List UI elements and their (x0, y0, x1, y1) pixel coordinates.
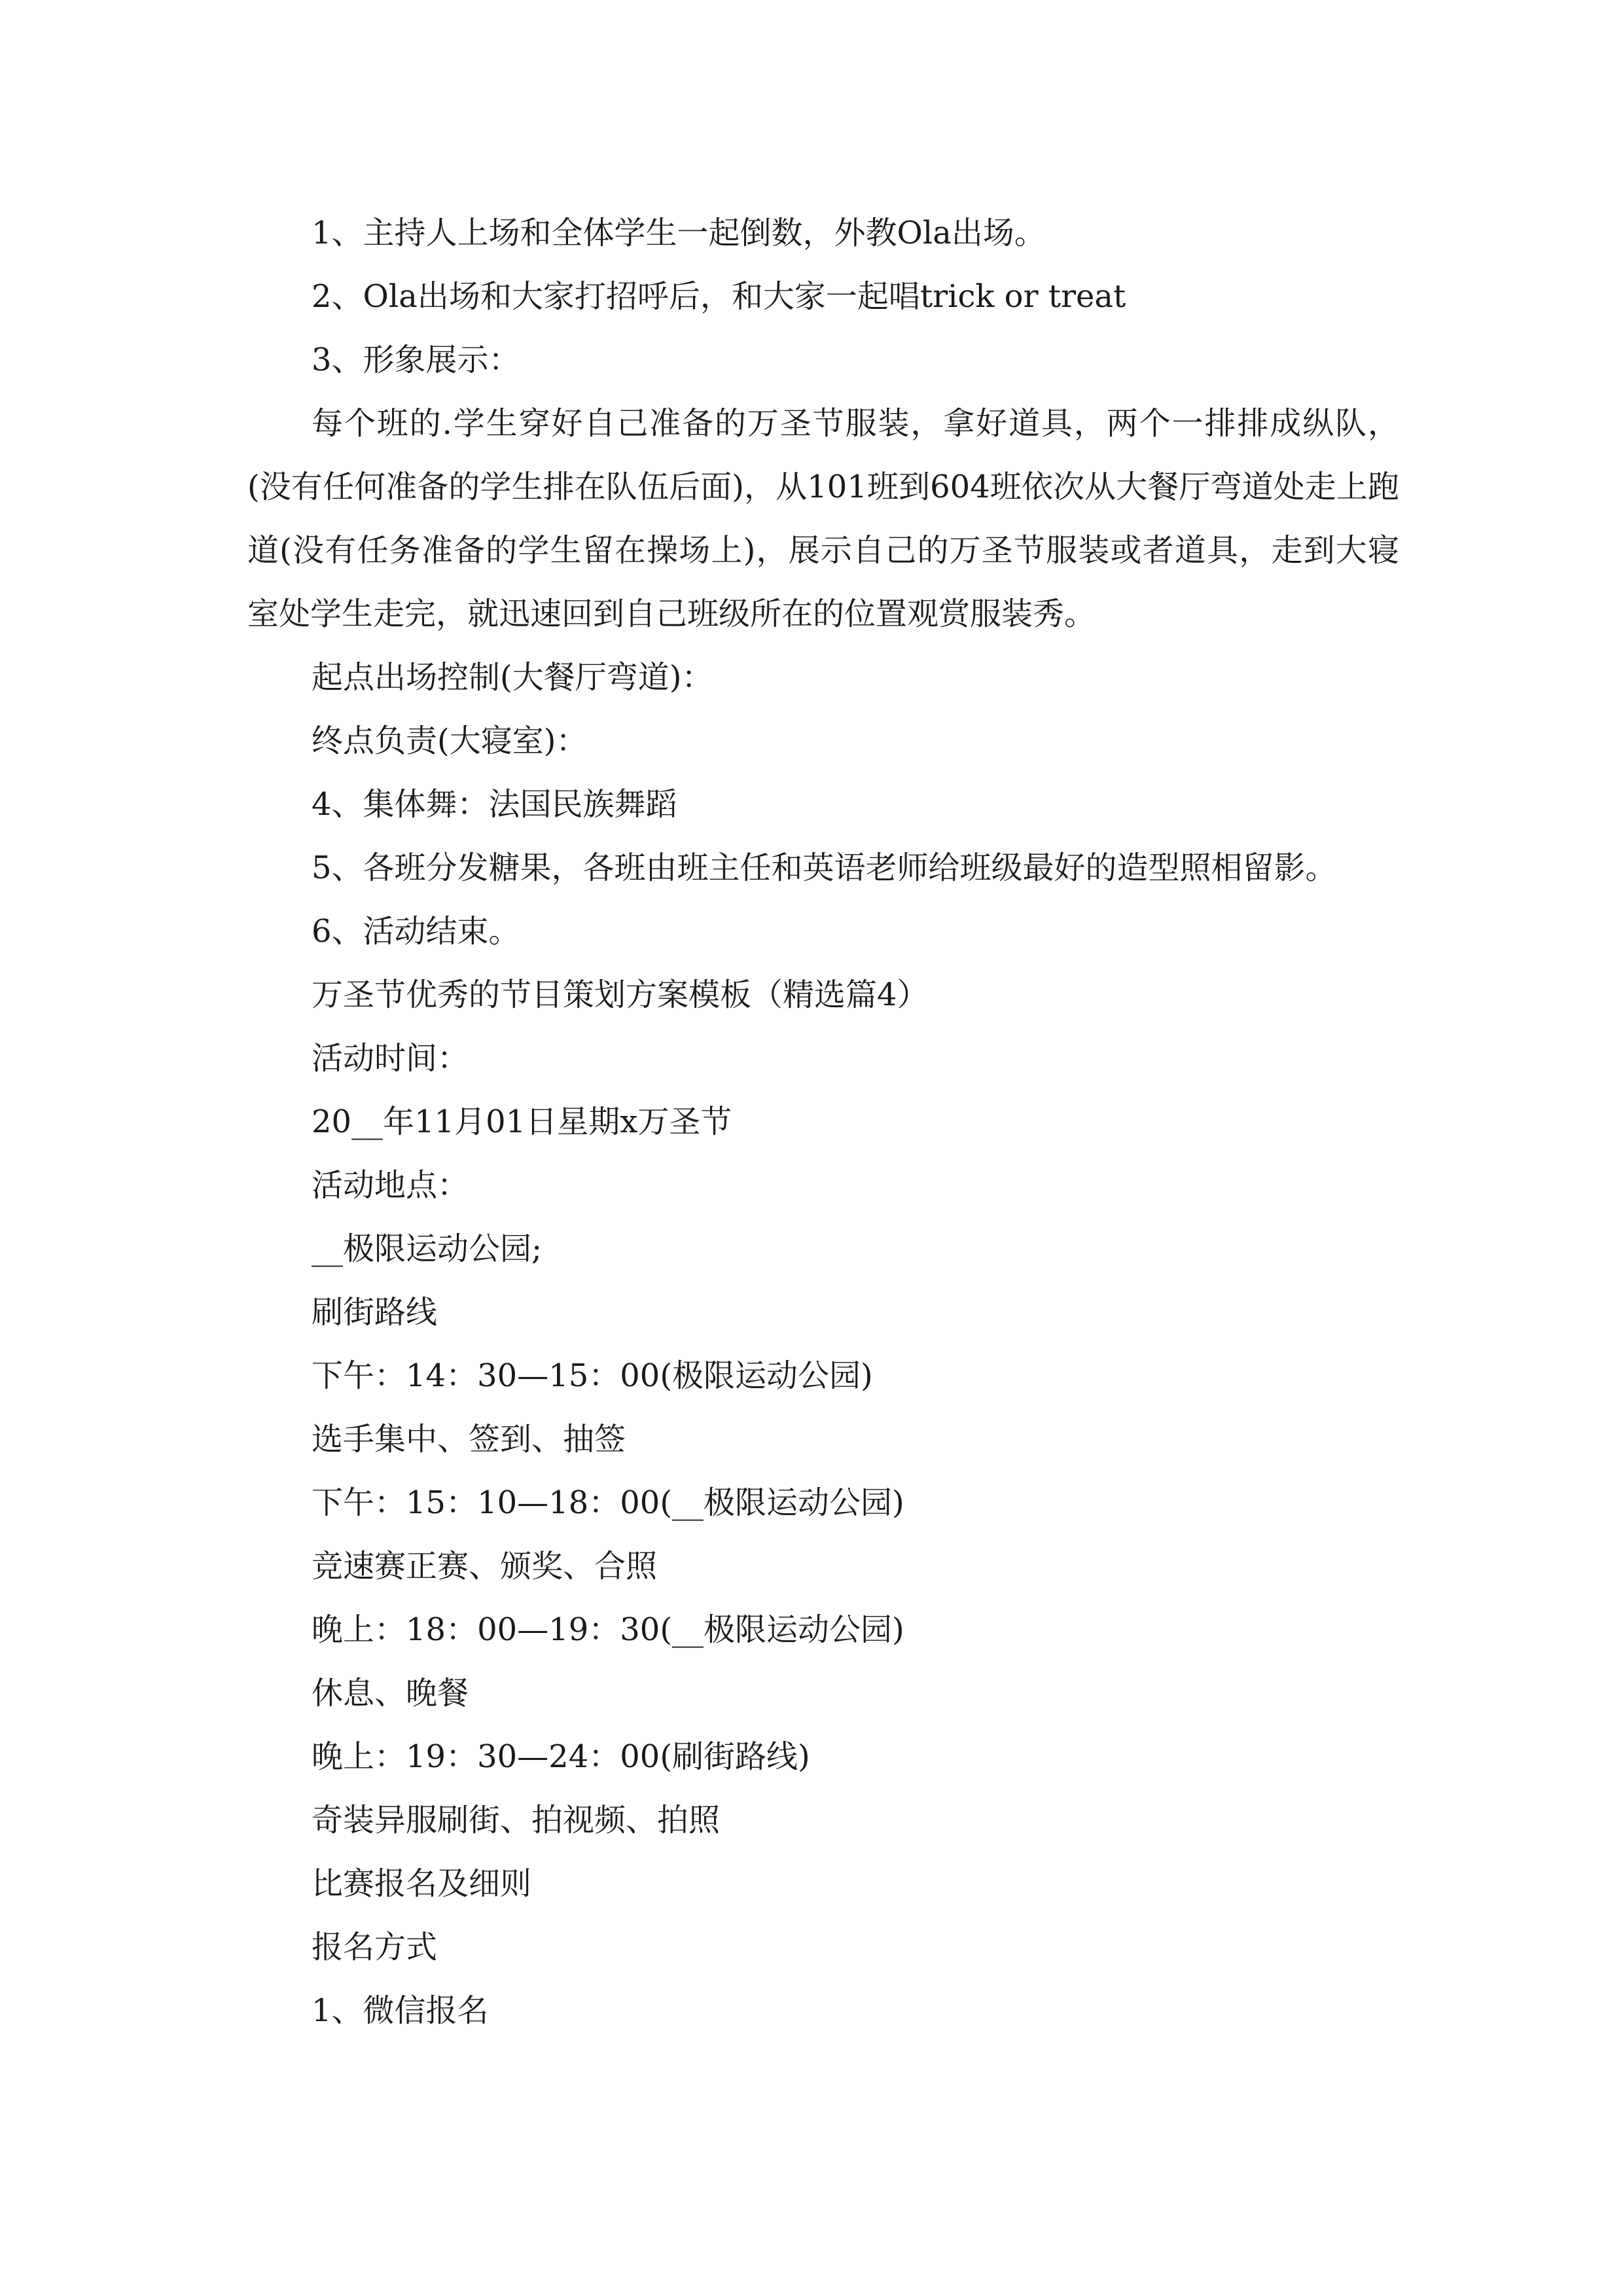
paragraph: 比赛报名及细则 (312, 1865, 532, 1902)
paragraph: 报名方式 (312, 1929, 438, 1965)
paragraph: 终点负责(大寝室)： (312, 723, 588, 759)
section-heading: 万圣节优秀的节目策划方案模板（精选篇4） (312, 977, 929, 1013)
paragraph: 活动地点： (312, 1167, 469, 1204)
paragraph: 下午：14：30—15：00(极限运动公园) (312, 1357, 873, 1394)
paragraph: 选手集中、签到、抽签 (312, 1421, 626, 1458)
document-body (247, 202, 1399, 2043)
paragraph: 每个班的.学生穿好自己准备的万圣节服装，拿好道具，两个一排排成纵队，(没有任何准备的学生排在队伍后面)，从101班到604班依次从大餐厅弯道处走上跑道(没有任务准备的学生留在操场上)，展示自己的万圣节服装或者道具，走到大寝室处学生走完，就迅速回到自己班级所在的位置观赏服装秀。 (247, 405, 1399, 632)
paragraph: 起点出场控制(大餐厅弯道)： (312, 659, 713, 696)
paragraph: 晚上：18：00—19：30(__极限运动公园) (312, 1611, 904, 1648)
paragraph: 6、活动结束。 (312, 913, 520, 950)
paragraph: 奇装异服刷街、拍视频、拍照 (312, 1802, 721, 1839)
paragraph: 4、集体舞：法国民族舞蹈 (312, 786, 677, 823)
paragraph: 1、主持人上场和全体学生一起倒数，外教Ola出场。 (312, 215, 1046, 251)
paragraph: 3、形象展示： (312, 342, 520, 378)
paragraph: 刷街路线 (312, 1294, 438, 1331)
paragraph: 竞速赛正赛、颁奖、合照 (312, 1548, 658, 1585)
paragraph: 20__年11月01日星期x万圣节 (312, 1103, 732, 1140)
paragraph: __极限运动公园; (312, 1230, 543, 1267)
paragraph: 2、Ola出场和大家打招呼后，和大家一起唱trick or treat (312, 278, 1126, 315)
paragraph: 活动时间： (312, 1040, 469, 1077)
paragraph: 1、微信报名 (312, 1992, 489, 2029)
paragraph: 下午：15：10—18：00(__极限运动公园) (312, 1484, 904, 1521)
paragraph: 晚上：19：30—24：00(刷街路线) (312, 1738, 810, 1775)
paragraph: 5、各班分发糖果，各班由班主任和英语老师给班级最好的造型照相留影。 (312, 850, 1337, 886)
paragraph: 休息、晚餐 (312, 1675, 469, 1712)
